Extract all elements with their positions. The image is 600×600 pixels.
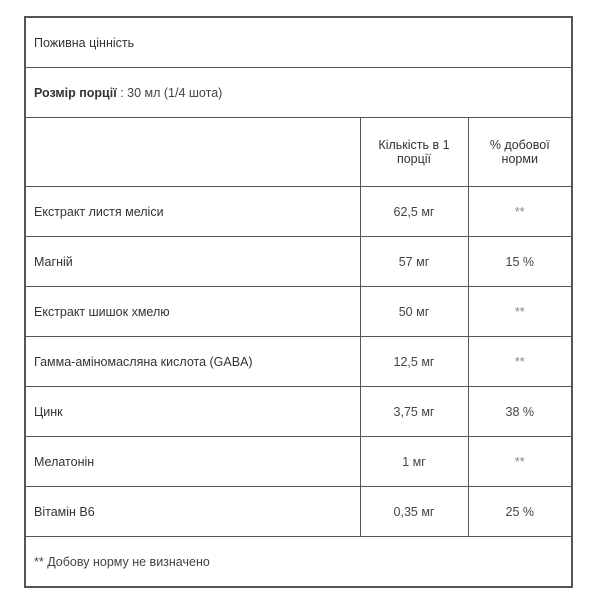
nutrient-daily-value: ** [468,437,572,487]
serving-row [25,68,572,118]
table-row [25,187,572,237]
nutrient-name: Екстракт шишок хмелю [25,287,360,337]
table-row [25,337,572,387]
nutrient-name: Вітамін В6 [25,487,360,537]
serving-value: : 30 мл (1/4 шота) [116,85,223,100]
header-row [25,118,572,187]
nutrient-amount: 50 мг [360,287,468,337]
table-row [25,387,572,437]
nutrient-daily-value: ** [468,337,572,387]
header-daily: % добової норми [468,118,572,187]
title-row [25,17,572,68]
serving-size [25,68,572,118]
footnote-row [25,537,572,588]
nutrient-amount: 0,35 мг [360,487,468,537]
table-row [25,237,572,287]
nutrient-daily-value: 15 % [468,237,572,287]
nutrient-daily-value: ** [468,287,572,337]
nutrient-name: Екстракт листя меліси [25,187,360,237]
nutrient-name: Магній [25,237,360,287]
nutrient-name: Цинк [25,387,360,437]
nutrient-daily-value: 25 % [468,487,572,537]
table-row [25,487,572,537]
serving-label: Розмір порції [34,85,117,100]
table-row [25,287,572,337]
nutrient-name: Мелатонін [25,437,360,487]
nutrient-amount: 12,5 мг [360,337,468,387]
nutrient-amount: 1 мг [360,437,468,487]
nutrient-daily-value: ** [468,187,572,237]
footnote: ** Добову норму не визначено [25,537,572,588]
header-amount: Кількість в 1 порції [360,118,468,187]
nutrient-amount: 3,75 мг [360,387,468,437]
table-title: Поживна цінність [25,17,572,68]
header-empty [25,118,360,187]
table-row [25,437,572,487]
nutrient-amount: 57 мг [360,237,468,287]
nutrient-name: Гамма-аміномасляна кислота (GABA) [25,337,360,387]
nutrition-table [24,16,573,588]
nutrient-daily-value: 38 % [468,387,572,437]
nutrient-amount: 62,5 мг [360,187,468,237]
